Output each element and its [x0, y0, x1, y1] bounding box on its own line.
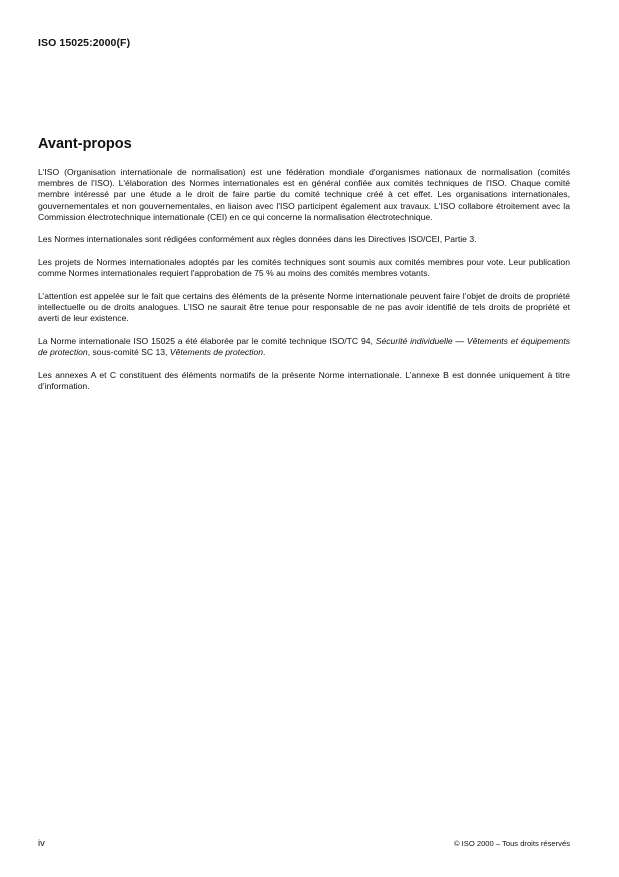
paragraph-committee	[38, 336, 570, 358]
copyright-notice: © ISO 2000 – Tous droits réservés	[453, 839, 570, 848]
committee-text-3: .	[263, 347, 266, 358]
committee-text-1: La Norme internationale ISO 15025 a été élaborée par le comité technique ISO/TC 94,	[38, 336, 376, 346]
page-number: iv	[38, 838, 45, 849]
document-id-header: ISO 15025:2000(F)	[38, 37, 131, 49]
paragraph-annexes: Les annexes A et C constituent des éléments normatifs de la présente Norme internationale. L’annexe B est donnée uniquement à titre d’information.	[38, 369, 570, 391]
section-title: Avant-propos	[38, 136, 132, 152]
paragraph-directives: Les Normes internationales sont rédigées conformément aux règles données dans les Directives ISO/CEI, Partie 3.	[38, 234, 477, 245]
committee-title: Sécurité individuelle — Vêtements et équipements de protection	[38, 336, 570, 358]
paragraph-voting: Les projets de Normes internationales adoptés par les comités techniques sont soumis aux comités membres pour vote. Leur publication comme Normes internationales requiert l'approbation de 75 % au moins des comités membres votants.	[38, 257, 570, 279]
foreword-body	[38, 167, 570, 404]
subcommittee-title: Vêtements de protection	[169, 347, 263, 358]
paragraph-patent-rights: L’attention est appelée sur le fait que certains des éléments de la présente Norme internationale peuvent faire l’objet de droits de propriété intellectuelle ou de droits analogues. L’ISO ne saurait être tenue pour responsable de ne pas avoir identifié de tels droits de propriété et averti de leur existence.	[38, 291, 570, 324]
committee-text-2: , sous-comité SC 13,	[87, 347, 170, 358]
paragraph-iso-organisation: L'ISO (Organisation internationale de normalisation) est une fédération mondiale d'organismes nationaux de normalisation (comités membres de l'ISO). L'élaboration des Normes internationales est en général confiée aux comités techniques de l'ISO. Chaque comité membre intéressé par une étude a le droit de faire partie du comité technique créé à cet effet. Les organisations internationales, gouvernementales et non gouvernementales, en liaison avec l'ISO participent également aux travaux. L'ISO collabore étroitement avec la Commission électrotechnique internationale (CEI) en ce qui concerne la normalisation électrotechnique.	[38, 167, 570, 222]
